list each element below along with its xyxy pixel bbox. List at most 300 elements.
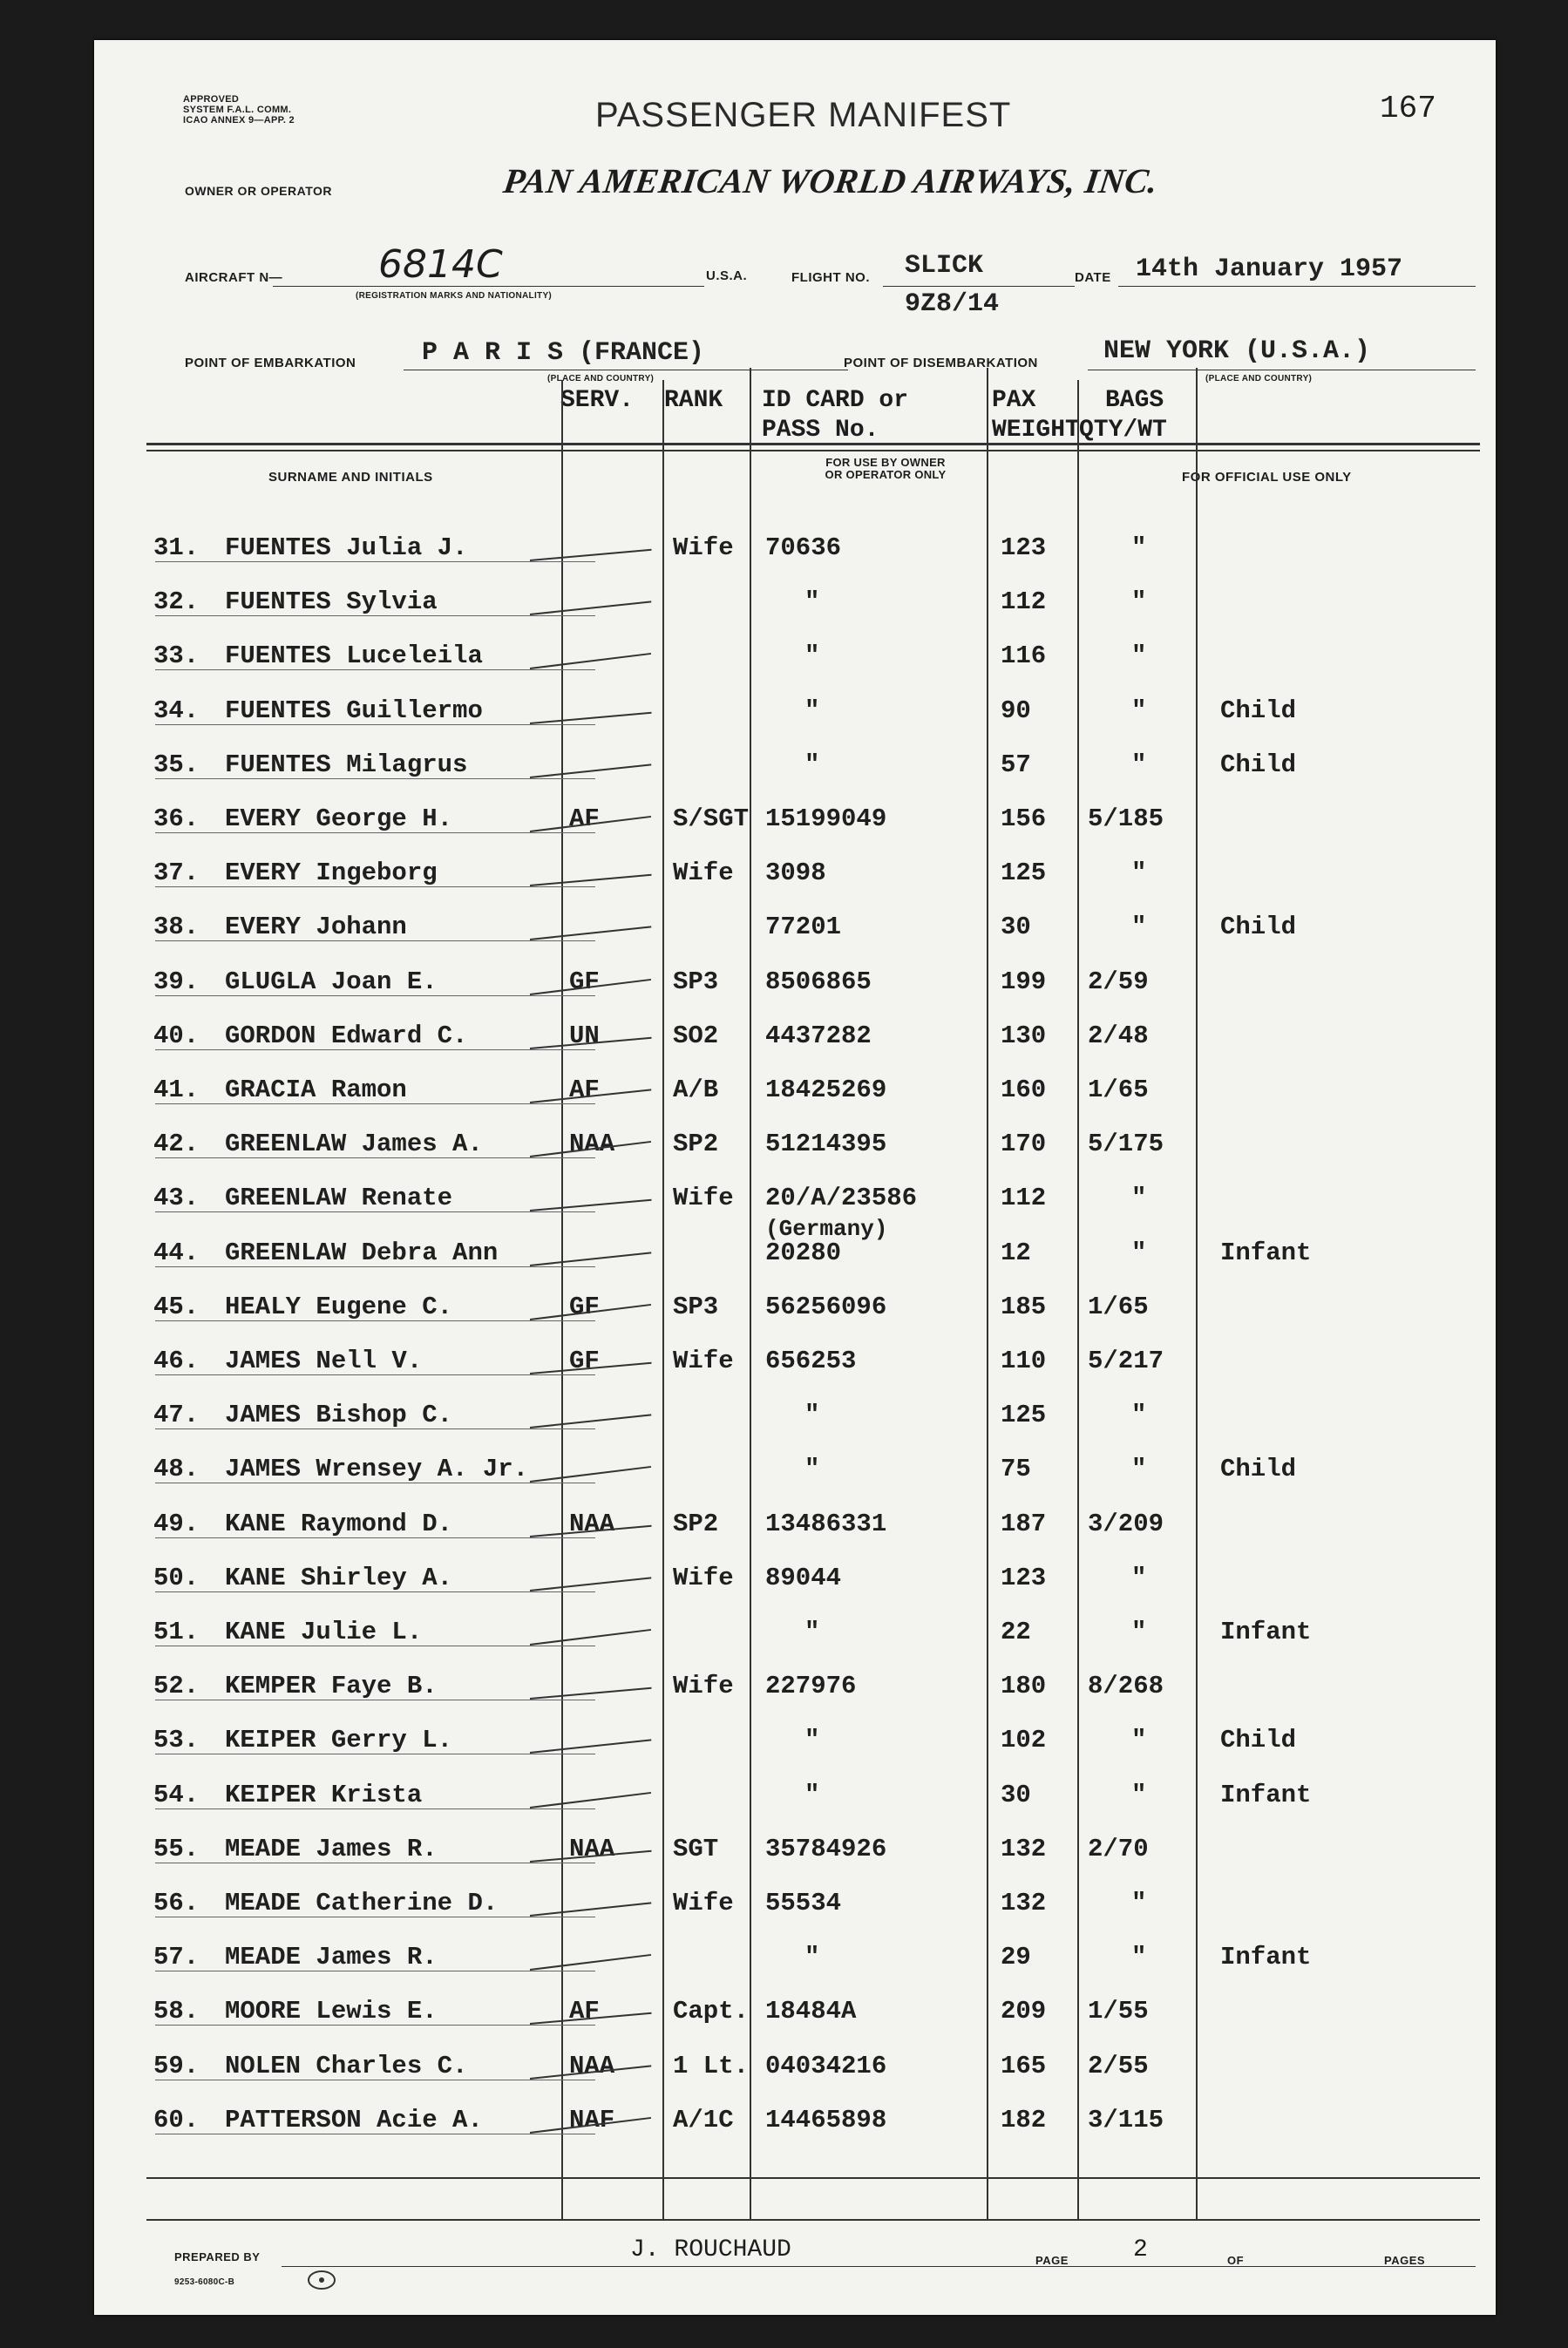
check-mark — [530, 1902, 651, 1917]
col-owner-use — [798, 457, 973, 481]
check-mark — [530, 1954, 651, 1971]
row-id: 656253 — [765, 1347, 857, 1375]
table-row — [94, 850, 1496, 904]
row-id: " — [804, 696, 820, 725]
row-serv: GF — [569, 1347, 600, 1375]
row-serv: GF — [569, 967, 600, 996]
row-no: 56. — [153, 1889, 200, 1917]
row-name: FUENTES Milagrus — [225, 750, 468, 779]
row-pax: 30 — [1001, 1780, 1031, 1809]
row-name: KEIPER Krista — [225, 1780, 423, 1809]
table-row — [94, 1446, 1496, 1500]
row-bags: " — [1131, 750, 1147, 779]
row-pax: 209 — [1001, 1997, 1047, 2026]
row-bags: " — [1131, 641, 1147, 671]
table-row — [94, 633, 1496, 687]
page-value: 2 — [1133, 2236, 1148, 2263]
page-underline — [1079, 2266, 1476, 2267]
row-bags: " — [1131, 1889, 1147, 1917]
row-underline — [155, 940, 595, 941]
row-underline — [155, 1374, 595, 1375]
header-rule-bottom — [146, 450, 1480, 451]
table-row — [94, 525, 1496, 579]
row-bags: 2/59 — [1088, 967, 1149, 996]
date-label: DATE — [1075, 270, 1111, 285]
table-row — [94, 1772, 1496, 1826]
row-bags: 2/55 — [1088, 2051, 1149, 2080]
row-name: GREENLAW Debra Ann — [225, 1238, 499, 1267]
row-name: FUENTES Sylvia — [225, 587, 438, 617]
row-bags: 3/209 — [1088, 1509, 1164, 1538]
row-rank: SP3 — [673, 967, 719, 996]
table-row — [94, 1501, 1496, 1555]
row-no: 34. — [153, 696, 200, 725]
operator-name: PAN AMERICAN WORLD AIRWAYS, INC. — [500, 161, 1161, 200]
check-mark — [530, 1199, 652, 1211]
row-pax: 12 — [1001, 1238, 1031, 1267]
flight-value-1: SLICK — [905, 251, 984, 281]
row-no: 55. — [153, 1834, 200, 1863]
row-no: 38. — [153, 913, 200, 942]
page-title: PASSENGER MANIFEST — [595, 96, 1012, 134]
row-pax: 187 — [1001, 1509, 1047, 1538]
page-label: PAGE — [1035, 2254, 1069, 2267]
row-name: MEADE Catherine D. — [225, 1889, 499, 1917]
table-rule-bottom-1 — [146, 2177, 1480, 2179]
row-no: 46. — [153, 1347, 200, 1375]
row-underline — [155, 1103, 595, 1104]
row-no: 39. — [153, 967, 200, 996]
row-serv: NAA — [569, 1130, 615, 1159]
row-bags: " — [1131, 1780, 1147, 1809]
row-rank: Wife — [673, 1563, 734, 1592]
prepared-label: PREPARED BY — [174, 2250, 261, 2263]
table-row — [94, 1880, 1496, 1934]
table-row — [94, 796, 1496, 850]
row-bags: 8/268 — [1088, 1672, 1164, 1701]
row-bags: " — [1131, 587, 1147, 617]
table-row — [94, 1121, 1496, 1175]
row-bags: " — [1131, 533, 1147, 562]
row-serv: NAA — [569, 1509, 615, 1538]
row-name: JAMES Nell V. — [225, 1347, 423, 1375]
row-no: 42. — [153, 1130, 200, 1159]
row-id: " — [804, 587, 820, 617]
table-row — [94, 1555, 1496, 1609]
check-mark — [530, 874, 652, 886]
row-id: 3098 — [765, 858, 826, 888]
row-pax: 160 — [1001, 1076, 1047, 1104]
row-rank: SP3 — [673, 1292, 719, 1321]
row-id: 15199049 — [765, 804, 887, 833]
row-rank: Wife — [673, 1347, 734, 1375]
of-label: OF — [1227, 2254, 1245, 2267]
table-row — [94, 1988, 1496, 2042]
table-row — [94, 1215, 1496, 1284]
row-bags: 5/185 — [1088, 804, 1164, 833]
row-name: MEADE James R. — [225, 1834, 438, 1863]
row-no: 58. — [153, 1997, 200, 2026]
row-bags: 5/175 — [1088, 1130, 1164, 1159]
row-id: 18425269 — [765, 1076, 887, 1104]
embark-label: POINT OF EMBARKATION — [185, 356, 356, 370]
row-pax: 110 — [1001, 1347, 1047, 1375]
row-note: Child — [1220, 696, 1297, 725]
col-rank: RANK — [664, 387, 723, 414]
col-bags-2: QTY/WT — [1079, 417, 1167, 444]
row-serv: AF — [569, 804, 600, 833]
check-mark — [530, 1629, 651, 1646]
row-name: FUENTES Julia J. — [225, 533, 468, 562]
row-no: 45. — [153, 1292, 200, 1321]
row-pax: 22 — [1001, 1618, 1031, 1646]
row-no: 54. — [153, 1780, 200, 1809]
row-id: " — [804, 1455, 820, 1484]
check-mark — [530, 1466, 651, 1483]
disembark-note: (PLACE AND COUNTRY) — [1205, 374, 1313, 383]
row-rank: SP2 — [673, 1130, 719, 1159]
col-surname: SURNAME AND INITIALS — [268, 470, 433, 485]
aircraft-underline — [273, 286, 704, 287]
col-id-1: ID CARD or — [762, 387, 909, 414]
row-note: Infant — [1220, 1780, 1312, 1809]
row-note: Child — [1220, 1455, 1297, 1484]
table-row — [94, 959, 1496, 1013]
row-name: EVERY Ingeborg — [225, 858, 438, 888]
col-official-use: FOR OFFICIAL USE ONLY — [1182, 470, 1352, 485]
table-row — [94, 1717, 1496, 1771]
row-pax: 125 — [1001, 858, 1047, 888]
table-rule-bottom-2 — [146, 2219, 1480, 2221]
row-no: 37. — [153, 858, 200, 888]
check-mark — [530, 601, 651, 616]
row-rank: Wife — [673, 1889, 734, 1917]
check-mark — [530, 1415, 651, 1429]
row-bags: " — [1131, 1401, 1147, 1430]
row-no: 44. — [153, 1238, 200, 1267]
row-id: 13486331 — [765, 1509, 887, 1538]
row-bags: " — [1131, 1563, 1147, 1592]
flight-label: FLIGHT NO. — [791, 270, 870, 285]
check-mark — [530, 711, 652, 723]
row-pax: 132 — [1001, 1889, 1047, 1917]
row-pax: 132 — [1001, 1834, 1047, 1863]
row-no: 47. — [153, 1401, 200, 1430]
table-row — [94, 1663, 1496, 1717]
row-serv: AF — [569, 1997, 600, 2026]
row-bags: 2/48 — [1088, 1021, 1149, 1050]
row-no: 33. — [153, 641, 200, 671]
row-bags: 1/65 — [1088, 1076, 1149, 1104]
row-rank: Capt. — [673, 1997, 750, 2026]
row-bags: 5/217 — [1088, 1347, 1164, 1375]
table-row — [94, 1338, 1496, 1392]
check-mark — [530, 1577, 651, 1591]
row-id: " — [804, 1780, 820, 1809]
row-id: 70636 — [765, 533, 842, 562]
row-pax: 30 — [1001, 913, 1031, 942]
row-bags: 1/65 — [1088, 1292, 1149, 1321]
row-name: HEALY Eugene C. — [225, 1292, 453, 1321]
col-id-2: PASS No. — [762, 417, 879, 444]
row-bags: " — [1131, 1726, 1147, 1755]
row-id: 4437282 — [765, 1021, 872, 1050]
row-pax: 112 — [1001, 1184, 1047, 1213]
row-rank: Wife — [673, 533, 734, 562]
row-bags: 3/115 — [1088, 2105, 1164, 2134]
form-code: 9253-6080C-B — [174, 2277, 235, 2287]
row-pax: 182 — [1001, 2105, 1047, 2134]
row-no: 52. — [153, 1672, 200, 1701]
row-no: 40. — [153, 1021, 200, 1050]
row-pax: 130 — [1001, 1021, 1047, 1050]
row-id-note: (Germany) — [765, 1215, 888, 1242]
check-mark — [530, 653, 651, 669]
row-id: 35784926 — [765, 1834, 887, 1863]
prepared-value: J. ROUCHAUD — [630, 2236, 791, 2263]
table-row — [94, 1609, 1496, 1663]
embark-value: P A R I S (FRANCE) — [422, 338, 705, 368]
row-id: 8506865 — [765, 967, 872, 996]
row-no: 59. — [153, 2051, 200, 2080]
row-rank: A/B — [673, 1076, 719, 1104]
row-name: GREENLAW Renate — [225, 1184, 453, 1213]
row-name: KEIPER Gerry L. — [225, 1726, 453, 1755]
row-pax: 125 — [1001, 1401, 1047, 1430]
row-bags: 1/55 — [1088, 1997, 1149, 2026]
table-row — [94, 1067, 1496, 1121]
table-row — [94, 1284, 1496, 1338]
row-id: 20280 — [765, 1238, 842, 1267]
row-no: 60. — [153, 2105, 200, 2134]
row-pax: 75 — [1001, 1455, 1031, 1484]
row-underline — [155, 669, 595, 670]
approval-stamp — [183, 94, 295, 126]
row-name: GREENLAW James A. — [225, 1130, 483, 1159]
row-pax: 123 — [1001, 1563, 1047, 1592]
col-pax-1: PAX — [992, 387, 1036, 414]
date-underline — [1118, 286, 1476, 287]
row-bags: " — [1131, 1184, 1147, 1213]
table-row — [94, 688, 1496, 742]
row-note: Child — [1220, 913, 1297, 942]
check-mark — [530, 549, 652, 561]
col-pax-2: WEIGHT — [992, 417, 1080, 444]
row-pax: 170 — [1001, 1130, 1047, 1159]
row-id: " — [804, 750, 820, 779]
row-underline — [155, 1428, 595, 1429]
row-id: 56256096 — [765, 1292, 887, 1321]
row-name: EVERY Johann — [225, 913, 407, 942]
table-row — [94, 2043, 1496, 2097]
aircraft-label: AIRCRAFT N— — [185, 270, 283, 285]
table-row — [94, 1392, 1496, 1446]
row-id: 14465898 — [765, 2105, 887, 2134]
row-rank: SO2 — [673, 1021, 719, 1050]
row-underline — [155, 2025, 595, 2026]
row-name: MEADE James R. — [225, 1943, 438, 1972]
union-bug-icon — [306, 2267, 337, 2293]
disembark-label: POINT OF DISEMBARKATION — [844, 356, 1038, 370]
check-mark — [530, 926, 651, 941]
row-name: KEMPER Faye B. — [225, 1672, 438, 1701]
row-id: " — [804, 641, 820, 671]
embark-note: (PLACE AND COUNTRY) — [547, 374, 655, 383]
manifest-sheet — [94, 40, 1496, 2315]
row-name: MOORE Lewis E. — [225, 1997, 438, 2026]
flight-underline — [883, 286, 1075, 287]
row-serv: NAA — [569, 1834, 615, 1863]
row-rank: A/1C — [673, 2105, 734, 2134]
row-name: NOLEN Charles C. — [225, 2051, 468, 2080]
row-name: FUENTES Luceleila — [225, 641, 483, 671]
approval-line-1: APPROVED — [183, 94, 240, 105]
row-name: KANE Raymond D. — [225, 1509, 453, 1538]
row-pax: 102 — [1001, 1726, 1047, 1755]
row-rank: S/SGT — [673, 804, 750, 833]
row-no: 31. — [153, 533, 200, 562]
header-rule-top — [146, 443, 1480, 445]
table-row — [94, 579, 1496, 633]
row-pax: 90 — [1001, 696, 1031, 725]
row-name: JAMES Wrensey A. Jr. — [225, 1455, 529, 1484]
row-pax: 116 — [1001, 641, 1047, 671]
row-pax: 112 — [1001, 587, 1047, 617]
row-name: EVERY George H. — [225, 804, 453, 833]
table-row — [94, 1826, 1496, 1880]
row-no: 49. — [153, 1509, 200, 1538]
usa-label: U.S.A. — [706, 268, 748, 283]
row-underline — [155, 561, 595, 562]
row-rank: Wife — [673, 1672, 734, 1701]
row-bags: " — [1131, 1618, 1147, 1646]
row-name: PATTERSON Acie A. — [225, 2105, 483, 2134]
prepared-underline — [282, 2266, 1118, 2267]
row-no: 41. — [153, 1076, 200, 1104]
table-row — [94, 1934, 1496, 1988]
row-rank: 1 Lt. — [673, 2051, 750, 2080]
row-rank: Wife — [673, 1184, 734, 1213]
row-no: 36. — [153, 804, 200, 833]
row-serv: UN — [569, 1021, 600, 1050]
row-rank: Wife — [673, 858, 734, 888]
table-row — [94, 2097, 1496, 2151]
row-bags: " — [1131, 1455, 1147, 1484]
row-id: 20/A/23586 — [765, 1184, 918, 1213]
row-no: 50. — [153, 1563, 200, 1592]
row-underline — [155, 886, 595, 887]
row-id: 77201 — [765, 913, 842, 942]
check-mark — [530, 1687, 652, 1700]
col-serv: SERV. — [560, 387, 635, 414]
flight-value-2: 9Z8/14 — [905, 289, 1000, 319]
row-note: Child — [1220, 1726, 1297, 1755]
row-underline — [155, 1157, 595, 1158]
col-bags-1: BAGS — [1105, 387, 1164, 414]
table-row — [94, 904, 1496, 958]
page-number: 167 — [1380, 91, 1436, 126]
row-name: GLUGLA Joan E. — [225, 967, 438, 996]
row-id: 89044 — [765, 1563, 842, 1592]
row-no: 35. — [153, 750, 200, 779]
disembark-value: NEW YORK (U.S.A.) — [1103, 336, 1371, 366]
row-pax: 165 — [1001, 2051, 1047, 2080]
row-underline — [155, 615, 595, 616]
row-name: GRACIA Ramon — [225, 1076, 407, 1104]
row-id: " — [804, 1726, 820, 1755]
row-underline — [155, 1211, 595, 1212]
pages-label: PAGES — [1384, 2254, 1426, 2267]
row-id: 51214395 — [765, 1130, 887, 1159]
approval-line-3: ICAO ANNEX 9—APP. 2 — [183, 115, 295, 126]
registration-note: (REGISTRATION MARKS AND NATIONALITY) — [356, 291, 553, 301]
row-id: 227976 — [765, 1672, 857, 1701]
row-note: Child — [1220, 750, 1297, 779]
check-mark — [530, 1740, 651, 1754]
row-name: JAMES Bishop C. — [225, 1401, 453, 1430]
row-serv: AF — [569, 1076, 600, 1104]
row-no: 43. — [153, 1184, 200, 1213]
row-id: 04034216 — [765, 2051, 887, 2080]
col-owner-use-1: FOR USE BY OWNER — [825, 456, 946, 469]
owner-label: OWNER OR OPERATOR — [185, 184, 332, 198]
row-bags: " — [1131, 1943, 1147, 1972]
row-id: " — [804, 1618, 820, 1646]
row-no: 32. — [153, 587, 200, 617]
row-id: " — [804, 1943, 820, 1972]
row-note: Infant — [1220, 1943, 1312, 1972]
row-id: 18484A — [765, 1997, 857, 2026]
row-bags: " — [1131, 696, 1147, 725]
row-bags: " — [1131, 913, 1147, 942]
row-id: " — [804, 1401, 820, 1430]
row-no: 51. — [153, 1618, 200, 1646]
check-mark — [530, 763, 651, 778]
row-bags: 2/70 — [1088, 1834, 1149, 1863]
row-bags: " — [1131, 858, 1147, 888]
row-name: KANE Shirley A. — [225, 1563, 453, 1592]
row-serv: NAA — [569, 2051, 615, 2080]
row-serv: NAF — [569, 2105, 615, 2134]
row-pax: 180 — [1001, 1672, 1047, 1701]
check-mark — [530, 1252, 651, 1266]
aircraft-registration: 6814C — [378, 242, 503, 287]
table-row — [94, 1013, 1496, 1067]
approval-line-2: SYSTEM F.A.L. COMM. — [183, 105, 292, 115]
row-bags: " — [1131, 1238, 1147, 1267]
table-row — [94, 742, 1496, 796]
col-owner-use-2: OR OPERATOR ONLY — [825, 468, 947, 481]
row-pax: 123 — [1001, 533, 1047, 562]
row-no: 57. — [153, 1943, 200, 1972]
row-name: KANE Julie L. — [225, 1618, 423, 1646]
row-serv: GF — [569, 1292, 600, 1321]
row-pax: 156 — [1001, 804, 1047, 833]
row-note: Infant — [1220, 1238, 1312, 1267]
row-rank: SGT — [673, 1834, 719, 1863]
row-note: Infant — [1220, 1618, 1312, 1646]
check-mark — [530, 1792, 651, 1809]
row-name: FUENTES Guillermo — [225, 696, 483, 725]
row-rank: SP2 — [673, 1509, 719, 1538]
row-pax: 199 — [1001, 967, 1047, 996]
date-value: 14th January 1957 — [1136, 254, 1403, 284]
row-name: GORDON Edward C. — [225, 1021, 468, 1050]
row-id: 55534 — [765, 1889, 842, 1917]
row-pax: 57 — [1001, 750, 1031, 779]
row-pax: 185 — [1001, 1292, 1047, 1321]
row-underline — [155, 832, 595, 833]
